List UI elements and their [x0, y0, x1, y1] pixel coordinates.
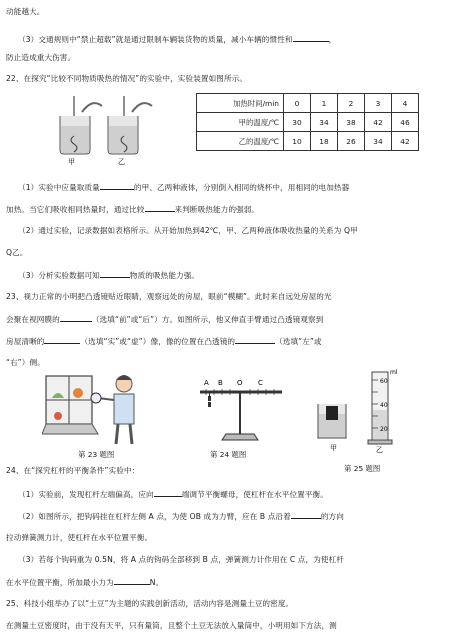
text-segment: 22、在探究“比较不同物质吸热的情况”的实验中，实验装置如图所示。	[6, 74, 248, 83]
text-line	[6, 620, 337, 631]
text-line	[6, 52, 75, 63]
lever-label-a: A	[204, 379, 209, 387]
text-segment: 防止造成重大伤害。	[6, 53, 76, 62]
table-cell: 38	[338, 113, 365, 132]
table-cell: 34	[365, 132, 392, 151]
text-line	[6, 203, 259, 215]
table-cell: 3	[365, 94, 392, 113]
answer-blank[interactable]	[293, 33, 329, 42]
text-segment: 物质的吸热能力强。	[129, 271, 200, 280]
table-row-header: 加热时间/min	[197, 94, 284, 113]
text-segment: 25、科技小组举办了以“土豆”为主题的实践创新活动，活动内容是测量土豆的密度。	[6, 599, 294, 608]
table-cell: 0	[284, 94, 311, 113]
text-line	[18, 510, 344, 522]
cyl-tick-20: 20	[380, 426, 388, 433]
text-segment: 加热。当它们吸收相同热量时，通过比较	[6, 205, 145, 214]
text-segment: 在水平位置平衡，所加最小力为	[6, 578, 114, 587]
text-line	[6, 465, 139, 476]
answer-blank[interactable]	[100, 181, 134, 190]
table-cell: 4	[392, 94, 419, 113]
text-line	[6, 335, 322, 347]
text-segment: （2）通过实验，记录数据如表格所示。从开始加热到42℃，甲、乙两种液体吸收热量的关系为 Q甲	[18, 226, 358, 235]
temperature-table	[196, 93, 419, 151]
answer-blank[interactable]	[154, 488, 182, 497]
table-cell: 46	[392, 113, 419, 132]
text-segment: （3）交通规则中“禁止超载”就是通过限制车辆装货物的质量，减小车辆的惯性和	[18, 35, 293, 44]
fig24-caption: 第 24 题图	[210, 450, 247, 459]
text-line	[6, 247, 27, 258]
table-row-header: 甲的温度/℃	[197, 113, 284, 132]
text-segment: （选填“前”或“后”）方。如图所示，他又伸直手臂通过凸透镜观察到	[91, 315, 324, 324]
text-line	[6, 357, 45, 368]
text-segment: （3）若每个钩码重为 0.5N，将 A 点的钩码全部移到 B 点，弹簧测力计作用在 C 点，为使杠杆	[18, 555, 344, 564]
answer-blank[interactable]	[291, 510, 321, 519]
text-line	[6, 598, 293, 609]
answer-blank[interactable]	[145, 203, 175, 212]
fig25-label-yi: 乙	[376, 446, 383, 454]
fig22-beakers	[52, 92, 172, 166]
text-segment: （1）实验中应量取质量	[18, 183, 100, 192]
text-segment: 房屋清晰的	[6, 337, 45, 346]
answer-blank[interactable]	[114, 576, 150, 585]
answer-blank[interactable]	[100, 269, 130, 278]
fig22-label-yi: 乙	[118, 158, 125, 166]
text-line	[6, 576, 163, 588]
answer-blank[interactable]	[60, 313, 92, 322]
table-cell: 30	[284, 113, 311, 132]
text-segment: ，	[328, 35, 337, 44]
text-segment: （1）实验前，发现杠杆左端偏高，应向	[18, 490, 154, 499]
text-segment: 23、视力正常的小明把凸透镜贴近眼睛，观察远处的房屋，眼前“模糊”。此时来自远处房屋的光	[6, 292, 332, 301]
text-segment: 端调节平衡螺母，使杠杆在水平位置平衡。	[181, 490, 328, 499]
text-segment: 来判断吸热能力的强弱。	[174, 205, 260, 214]
text-line	[18, 181, 349, 193]
fig23-caption: 第 23 题图	[78, 450, 115, 459]
text-segment: Q乙。	[6, 248, 28, 257]
text-line	[18, 225, 358, 236]
answer-blank[interactable]	[44, 335, 80, 344]
lever-label-c: C	[258, 379, 263, 387]
text-segment: （2）如图所示，把钩码挂在杠杆左侧 A 点，为使 OB 成为力臂，应在 B 点沿着	[18, 512, 291, 521]
text-line	[6, 532, 152, 543]
text-segment: 动能越大。	[6, 7, 45, 16]
text-segment: 24、在“探究杠杆的平衡条件”实验中：	[6, 466, 140, 475]
text-segment: N。	[149, 578, 164, 587]
text-segment: （选填“左”或	[275, 337, 322, 346]
text-line	[18, 554, 344, 565]
text-segment: 在测量土豆密度时，由于没有天平，只有量筒，且整个土豆无法放入量筒中，小明用如下方法，测	[6, 621, 337, 630]
text-segment: 的方向	[320, 512, 344, 521]
fig22-label-jia: 甲	[68, 158, 75, 166]
cyl-unit: ml	[390, 369, 398, 376]
text-line	[18, 33, 336, 45]
fig24-lever	[194, 370, 290, 446]
text-line	[6, 313, 323, 325]
text-segment: 会聚在视网膜的	[6, 315, 60, 324]
text-line	[6, 73, 247, 84]
table-row	[197, 113, 419, 132]
text-line	[18, 269, 199, 281]
fig25-cylinder	[314, 364, 410, 454]
text-segment: （选填“实”或“虚”）像，像的位置在凸透镜的	[80, 337, 236, 346]
table-cell: 10	[284, 132, 311, 151]
table-cell: 26	[338, 132, 365, 151]
cyl-tick-40: 40	[380, 402, 388, 409]
table-cell: 42	[392, 132, 419, 151]
lever-label-o: O	[237, 379, 243, 387]
text-line	[6, 6, 44, 17]
lever-label-b: B	[218, 379, 223, 387]
fig25-label-jia: 甲	[330, 444, 337, 452]
table-row	[197, 94, 419, 113]
text-line	[6, 291, 332, 302]
table-cell: 1	[311, 94, 338, 113]
table-cell: 42	[365, 113, 392, 132]
cyl-tick-60: 60	[380, 378, 388, 385]
fig25-caption: 第 25 题图	[344, 464, 381, 473]
table-cell: 2	[338, 94, 365, 113]
fig23-person-lens	[42, 368, 150, 446]
table-cell: 18	[311, 132, 338, 151]
text-segment: （3）分析实验数据可知	[18, 271, 100, 280]
answer-blank[interactable]	[235, 335, 275, 344]
text-segment: “右”）侧。	[6, 358, 45, 367]
table-row	[197, 132, 419, 151]
text-segment: 的甲、乙两种液体，分别倒入相同的烧杯中，用相同的电加热器	[133, 183, 350, 192]
text-segment: 拉动弹簧测力计，使杠杆在水平位置平衡。	[6, 533, 153, 542]
table-row-header: 乙的温度/℃	[197, 132, 284, 151]
table-cell: 34	[311, 113, 338, 132]
text-line	[18, 488, 328, 500]
